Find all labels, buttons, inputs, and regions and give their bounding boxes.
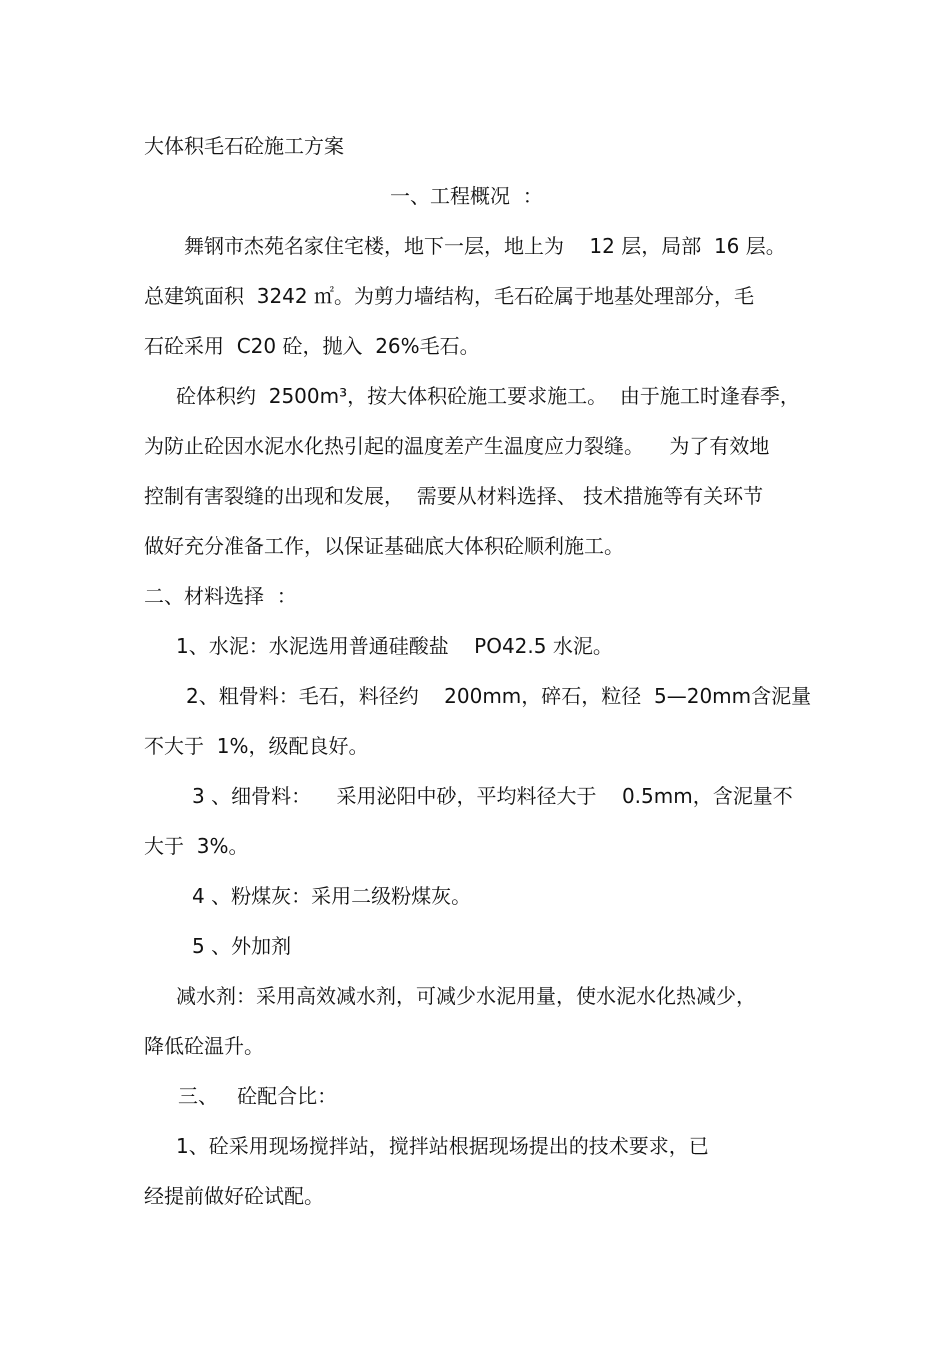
paragraph-line: 石砼采用 C20 砼，抛入 26%毛石。 <box>144 334 480 358</box>
paragraph-line: 总建筑面积 3242 ㎡。为剪力墙结构，毛石砼属于地基处理部分，毛 <box>144 284 754 308</box>
list-item-continuation: 降低砼温升。 <box>144 1034 264 1058</box>
paragraph-line: 为防止砼因水泥水化热引起的温度差产生温度应力裂缝。 为了有效地 <box>144 434 770 458</box>
list-item-continuation: 经提前做好砼试配。 <box>144 1184 324 1208</box>
doc-title: 大体积毛石砼施工方案 <box>144 134 344 158</box>
list-item: 5 、外加剂 <box>192 934 292 958</box>
list-item: 1、水泥：水泥选用普通硅酸盐 PO42.5 水泥。 <box>176 634 613 658</box>
section-heading-3: 三、 砼配合比： <box>178 1084 338 1108</box>
list-item: 3 、细骨料： 采用泌阳中砂，平均料径大于 0.5mm，含泥量不 <box>192 784 793 808</box>
paragraph-line: 舞钢市杰苑名家住宅楼，地下一层，地上为 12 层，局部 16 层。 <box>184 234 786 258</box>
section-heading-1: 一、工程概况 ： <box>390 184 543 208</box>
list-item: 1、砼采用现场搅拌站，搅拌站根据现场提出的技术要求，已 <box>176 1134 709 1158</box>
list-item: 减水剂：采用高效减水剂，可减少水泥用量，使水泥水化热减少， <box>176 984 756 1008</box>
list-item: 4 、粉煤灰：采用二级粉煤灰。 <box>192 884 472 908</box>
section-heading-2: 二、材料选择 ： <box>144 584 297 608</box>
paragraph-line: 砼体积约 2500m³，按大体积砼施工要求施工。 由于施工时逢春季， <box>176 384 800 408</box>
paragraph-line: 做好充分准备工作，以保证基础底大体积砼顺利施工。 <box>144 534 624 558</box>
paragraph-line: 控制有害裂缝的出现和发展， 需要从材料选择、 技术措施等有关环节 <box>144 484 764 508</box>
list-item: 2、粗骨料：毛石，料径约 200mm，碎石，粒径 5—20mm含泥量 <box>186 684 812 708</box>
list-item-continuation: 不大于 1%，级配良好。 <box>144 734 369 758</box>
list-item-continuation: 大于 3%。 <box>144 834 249 858</box>
